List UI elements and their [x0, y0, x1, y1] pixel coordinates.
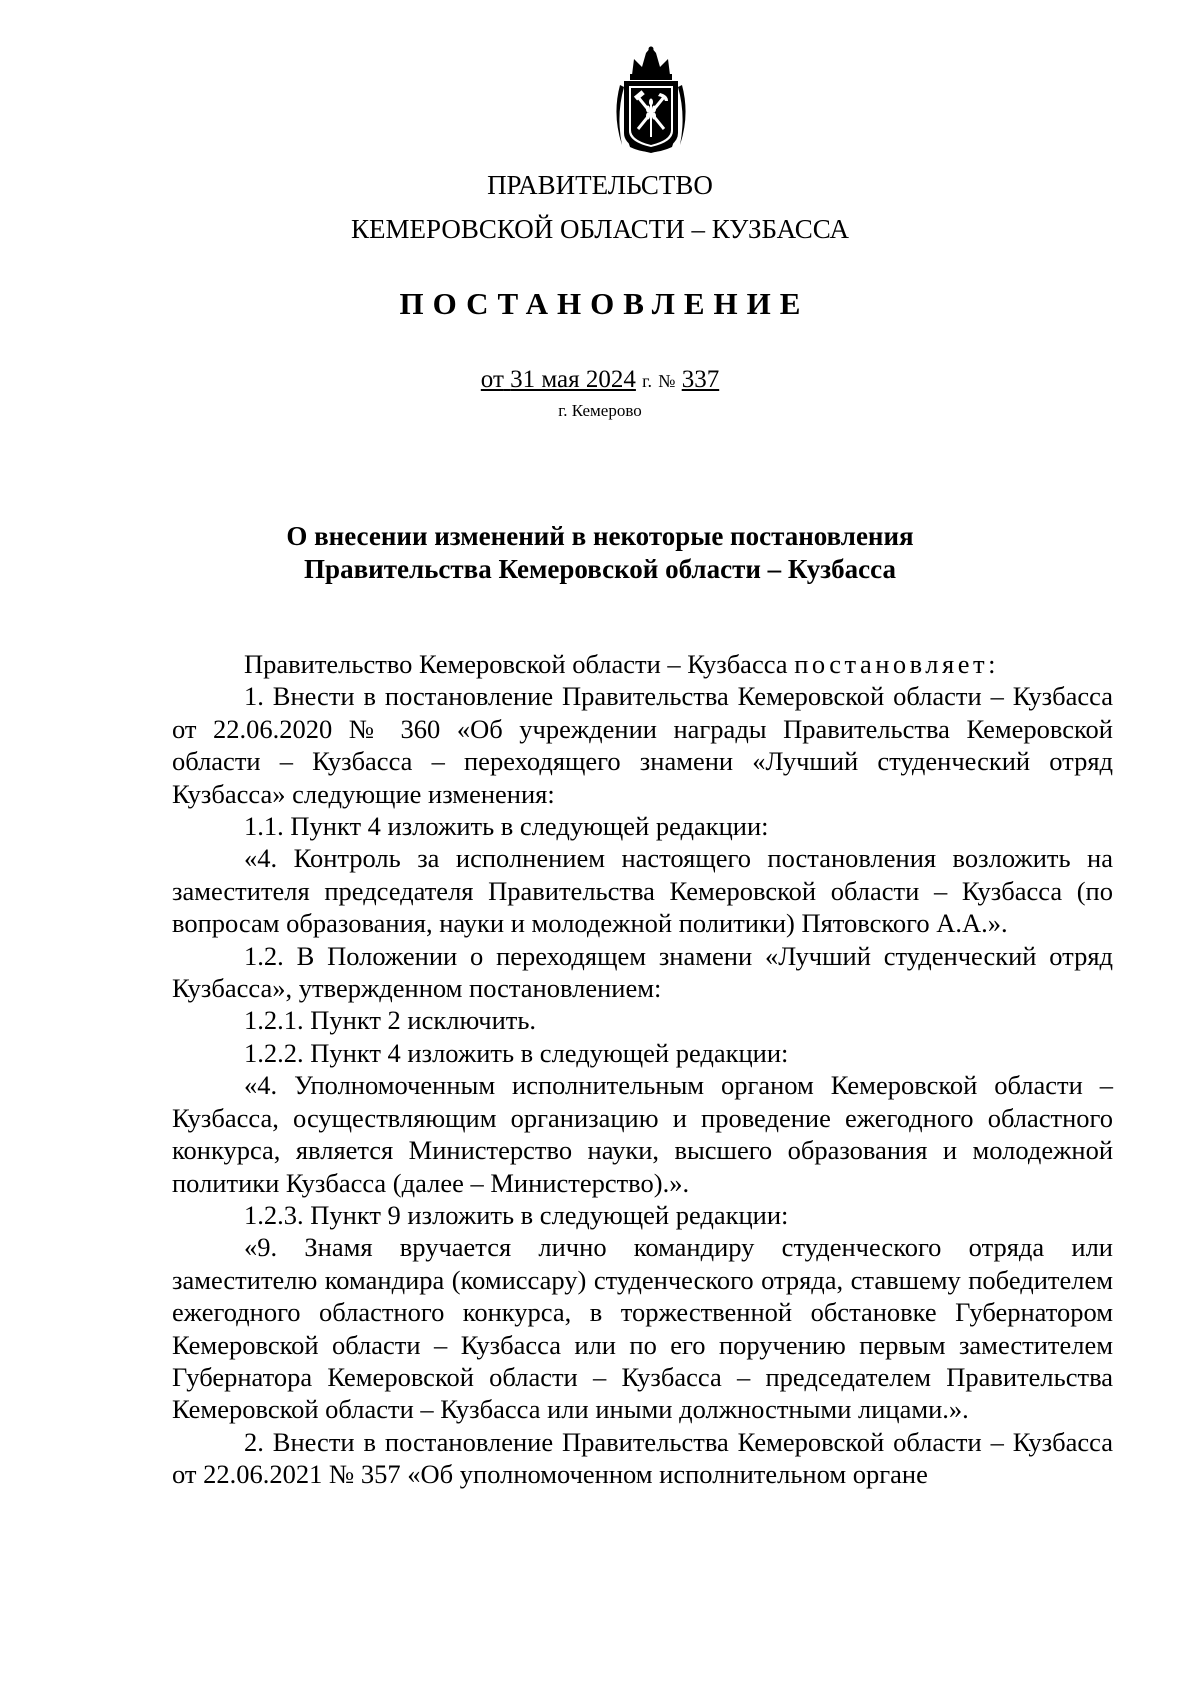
city: г. Кемерово: [558, 401, 642, 420]
intro-verb: постановляет: [794, 649, 989, 679]
intro-end: :: [988, 649, 996, 679]
document-date: 31 мая 2024: [510, 366, 636, 393]
intro-subject: Правительство Кемеровской области – Кузбасса: [244, 649, 788, 679]
year-suffix: г.: [642, 371, 653, 391]
coat-of-arms-icon: [610, 45, 692, 155]
paragraph: 1.2.3. Пункт 9 изложить в следующей редакции:: [244, 1199, 789, 1230]
date-number-line: [0, 366, 1200, 394]
date-prefix: от: [480, 366, 504, 393]
document-title: [0, 520, 1200, 586]
intro-paragraph: [172, 648, 1113, 680]
document-number: 337: [681, 366, 720, 393]
government-name-line1: ПРАВИТЕЛЬСТВО: [487, 170, 713, 200]
paragraph: «4. Контроль за исполнением настоящего постановления возложить на заместителя председателя Правительства Кемеровской области – Кузбасса (по вопросам образования, науки и молодежной политики) Пятовского А.А.».: [172, 843, 1113, 939]
paragraph: 1.2. В Положении о переходящем знамени «Лучший студенческий отряд Кузбасса», утвержденном постановлением:: [172, 940, 1113, 1004]
title-line2: Правительства Кемеровской области – Кузбасса: [304, 554, 896, 584]
paragraph: 2. Внести в постановление Правительства Кемеровской области – Кузбасса от 22.06.2021 № 357 «Об уполномоченном исполнительном органе: [172, 1426, 1113, 1490]
paragraph: «4. Уполномоченным исполнительным органом Кемеровской области – Кузбасса, осуществляющим организацию и проведение ежегодного областного конкурса, является Министерство науки, высшего образования и молодежной политики Кузбасса (далее – Министерство).».: [172, 1070, 1113, 1198]
paragraph: «9. Знамя вручается лично командиру студенческого отряда или заместителю командира (комиссару) студенческого отряда, ставшему победителем ежегодного областного конкурса, в торжественной обстановке Губернатором Кемеровской области – Кузбасса или по его поручению первым заместителем Губернатора Кемеровской области – Кузбасса – председателем Правительства Кемеровской области – Кузбасса или иными должностными лицами.».: [172, 1232, 1113, 1425]
title-line1: О внесении изменений в некоторые постановления: [286, 521, 914, 551]
government-name-line2: КЕМЕРОВСКОЙ ОБЛАСТИ – КУЗБАССА: [351, 214, 849, 244]
paragraph: 1.2.1. Пункт 2 исключить.: [244, 1005, 537, 1036]
paragraph: 1.1. Пункт 4 изложить в следующей редакции:: [244, 811, 769, 842]
paragraph: 1. Внести в постановление Правительства Кемеровской области – Кузбасса от 22.06.2020 № 360 «Об учреждении награды Правительства Кемеровской области – Кузбасса – переходящего знамени «Лучший студенческий отряд Кузбасса» следующие изменения:: [172, 681, 1113, 809]
document-type: ПОСТАНОВЛЕНИЕ: [399, 286, 810, 321]
number-sign: №: [658, 371, 676, 391]
paragraph: 1.2.2. Пункт 4 изложить в следующей редакции:: [244, 1037, 789, 1068]
document-body: [172, 648, 1113, 1491]
